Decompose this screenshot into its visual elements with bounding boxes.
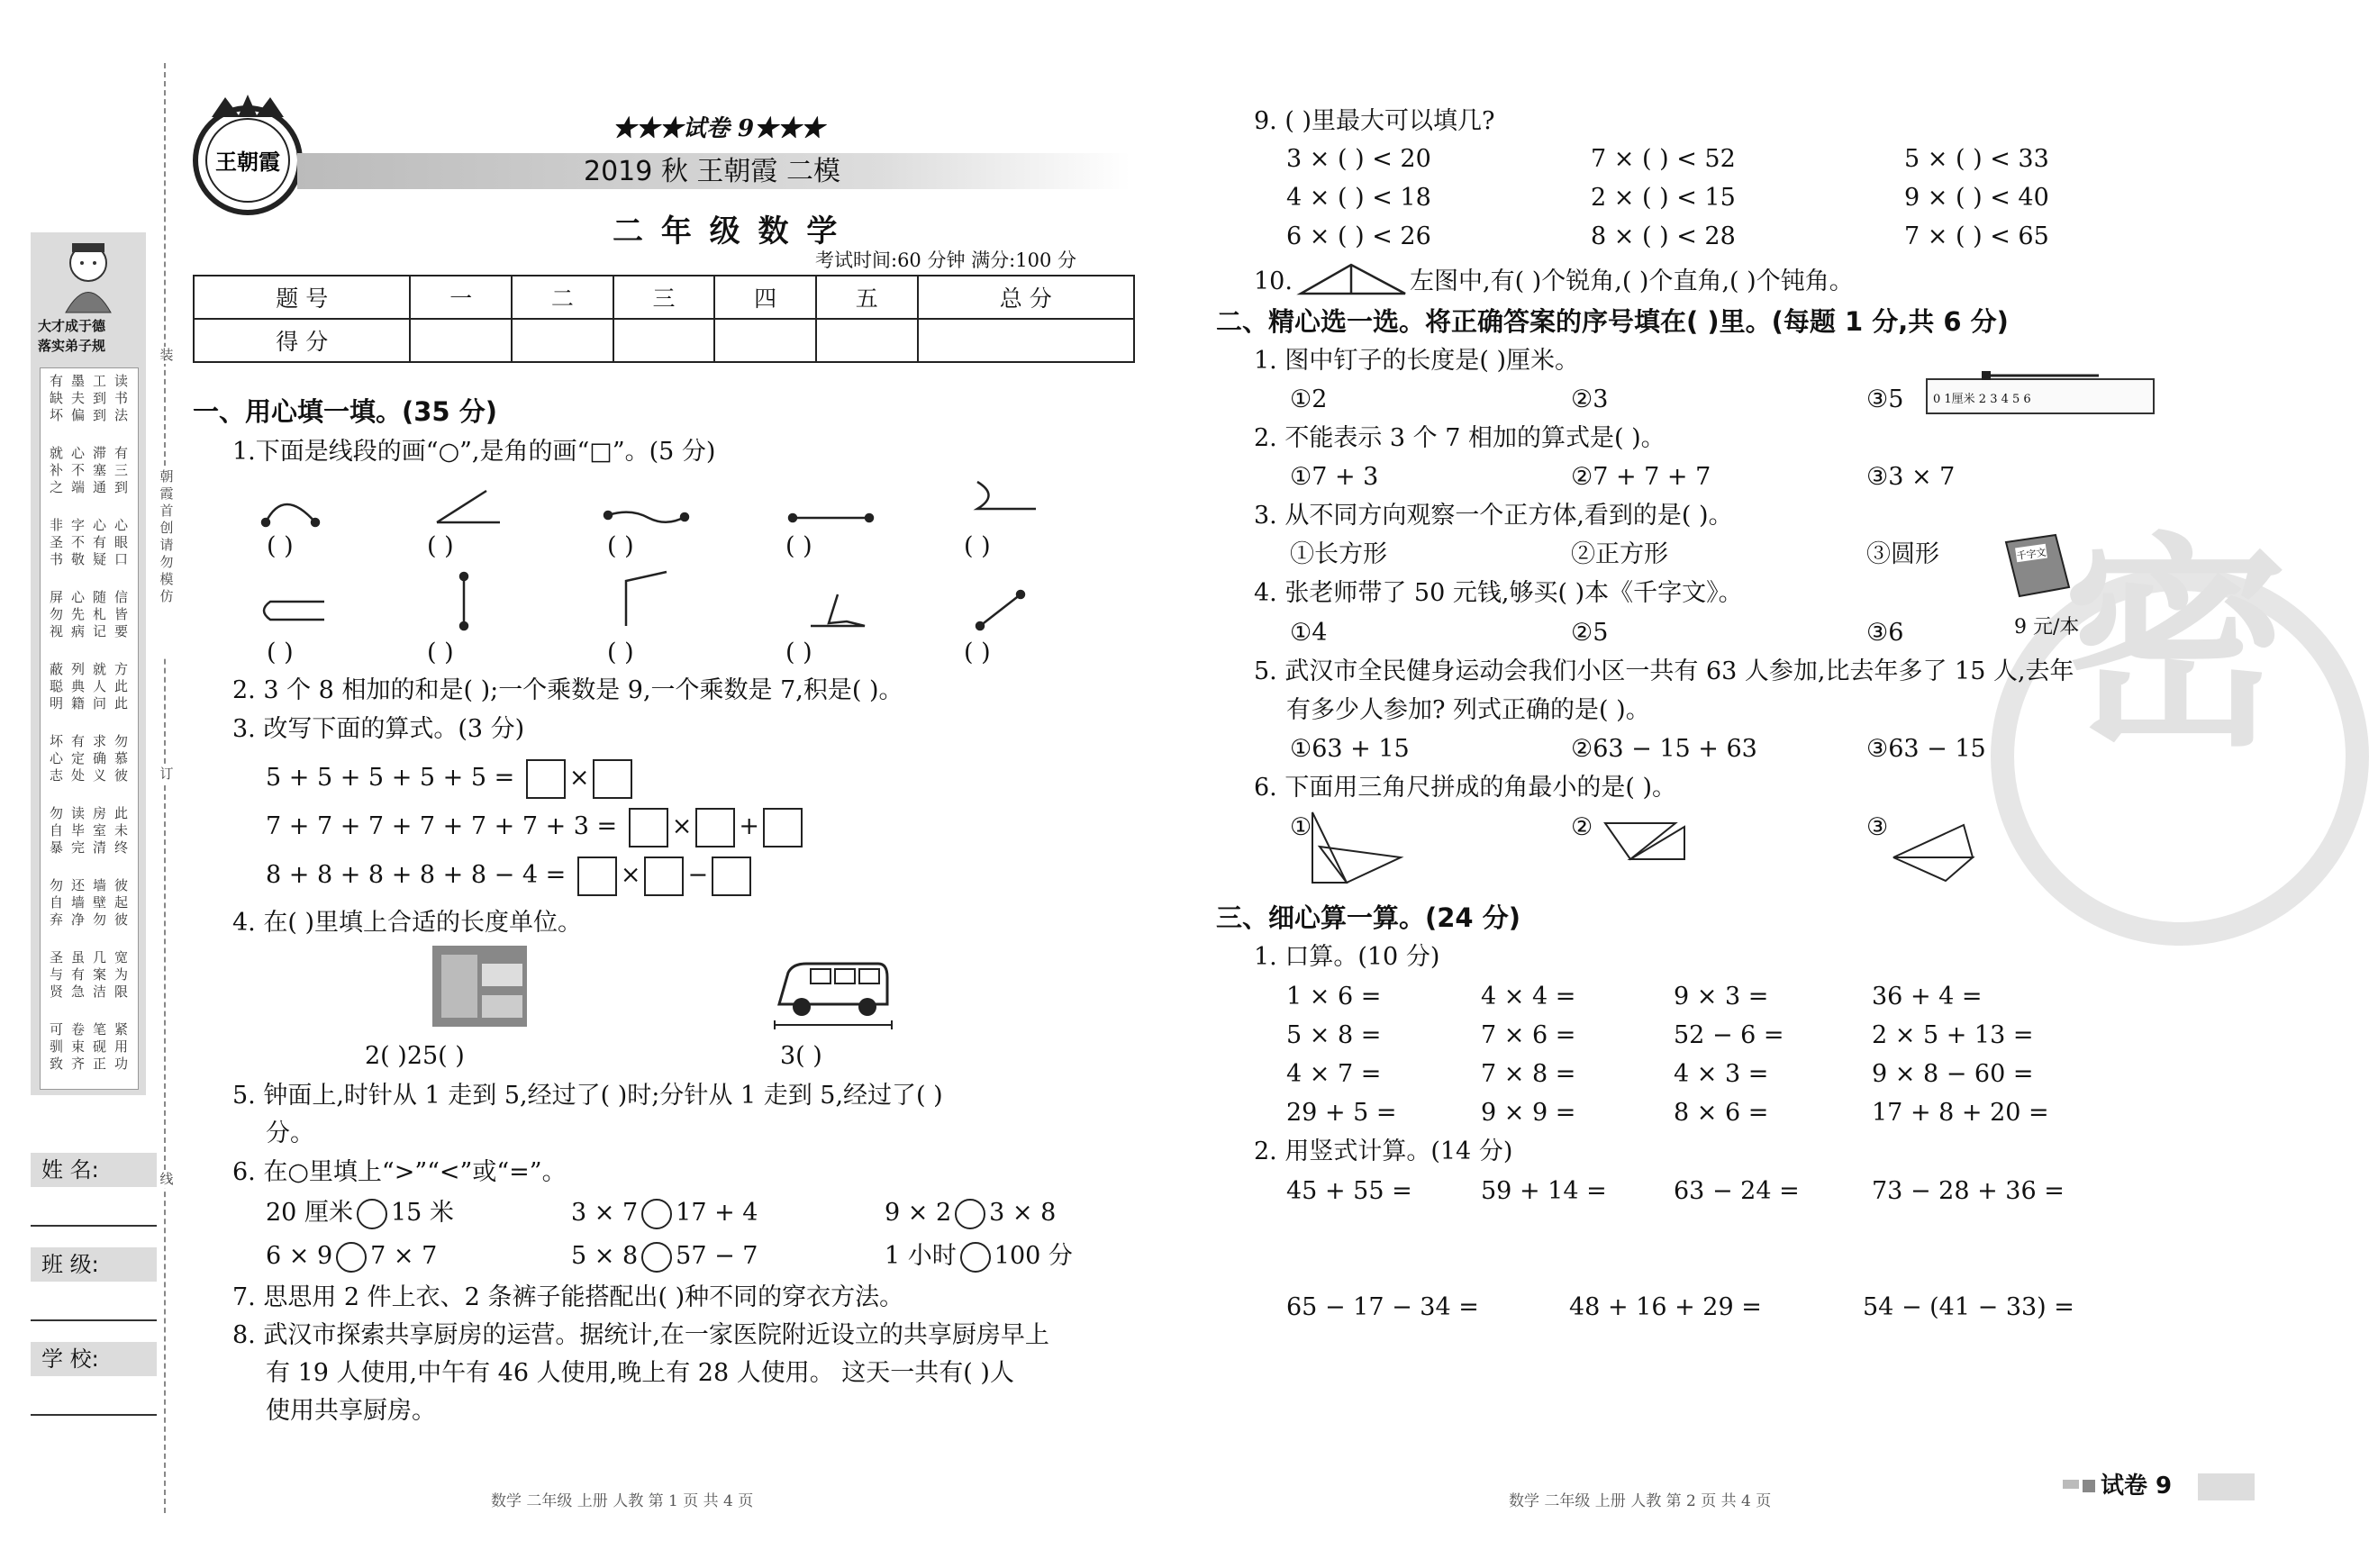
paren-blank[interactable]: ( ) bbox=[427, 639, 454, 666]
option[interactable]: ③3 × 7 bbox=[1866, 463, 1956, 491]
tag-xian: 线 bbox=[159, 1171, 174, 1187]
name-label: 姓 名: bbox=[31, 1153, 157, 1187]
motto-column: 就人问 bbox=[92, 661, 106, 711]
motto-column: 虽有急 bbox=[70, 949, 85, 1000]
paren-blank[interactable]: ( ) bbox=[785, 532, 812, 560]
option[interactable]: ①2 bbox=[1290, 385, 1328, 413]
score-cell[interactable] bbox=[918, 319, 1135, 362]
motto-column: 心有疑 bbox=[92, 517, 106, 567]
motto-column: 工到到 bbox=[92, 373, 106, 423]
motto-column: 非圣书 bbox=[49, 517, 63, 567]
paren-blank[interactable]: ( ) bbox=[267, 532, 294, 560]
vertical-item[interactable]: 48 + 16 + 29 = bbox=[1569, 1293, 1762, 1321]
compare-circle[interactable] bbox=[955, 1199, 985, 1229]
motto-column: 屏勿视 bbox=[49, 589, 63, 639]
paren-blank[interactable]: ( ) bbox=[427, 532, 454, 560]
ruler-labels: 0 1厘米 2 3 4 5 6 bbox=[1933, 393, 2031, 406]
s1-q8b: 有 19 人使用,中午有 46 人使用,晚上有 28 人使用。 这天一共有( )人 bbox=[266, 1359, 1014, 1387]
oral-item[interactable]: 9 × 3 = bbox=[1674, 983, 1769, 1011]
score-cell[interactable] bbox=[714, 319, 816, 362]
answer-box[interactable] bbox=[695, 808, 735, 847]
oral-item[interactable]: 9 × 9 = bbox=[1481, 1099, 1576, 1127]
figure-open-1 bbox=[977, 482, 1036, 509]
option[interactable]: ③6 bbox=[1866, 619, 1904, 647]
oral-item[interactable]: 2 × 5 + 13 = bbox=[1872, 1021, 2034, 1049]
q9-item[interactable]: 3 × ( ) < 20 bbox=[1286, 145, 1431, 173]
motto-column: 有三到 bbox=[113, 445, 128, 495]
section3-title: 三、细心算一算。(24 分) bbox=[1216, 902, 1520, 933]
q9-item[interactable]: 6 × ( ) < 26 bbox=[1286, 222, 1431, 250]
bunk-bed-photo bbox=[432, 946, 527, 1027]
motto-top-1: 大才成于德 bbox=[38, 318, 106, 334]
s2-q4: 4. 张老师带了 50 元钱,够买( )本《千字文》。 bbox=[1254, 579, 1743, 607]
class-line[interactable] bbox=[31, 1319, 157, 1321]
s1-q3: 3. 改写下面的算式。(3 分) bbox=[232, 715, 525, 743]
q10-label: 10. bbox=[1254, 267, 1293, 295]
paren-blank[interactable]: ( ) bbox=[964, 639, 991, 666]
score-cell[interactable] bbox=[512, 319, 613, 362]
s1-q8c: 使用共享厨房。 bbox=[266, 1397, 436, 1425]
vertical-item[interactable]: 63 − 24 = bbox=[1674, 1177, 1800, 1205]
score-cell[interactable] bbox=[410, 319, 512, 362]
oral-item[interactable]: 8 × 6 = bbox=[1674, 1099, 1769, 1127]
score-header-cell: 二 bbox=[512, 276, 613, 319]
motto-column: 方此此 bbox=[113, 661, 128, 711]
paren-blank[interactable]: ( ) bbox=[964, 532, 991, 560]
option[interactable]: ②63 − 15 + 63 bbox=[1571, 735, 1757, 763]
motto-column: 勿自弃 bbox=[49, 877, 63, 928]
option[interactable]: ③63 − 15 bbox=[1866, 735, 1986, 763]
triangle-figure bbox=[1297, 261, 1410, 299]
school-line[interactable] bbox=[31, 1414, 157, 1416]
ruler bbox=[1926, 378, 2155, 414]
option[interactable]: ①7 + 3 bbox=[1290, 463, 1379, 491]
vertical-item[interactable]: 59 + 14 = bbox=[1481, 1177, 1607, 1205]
expr: 7 + 7 + 7 + 7 + 7 + 7 + 3 = bbox=[266, 812, 618, 840]
triangle-set-2 bbox=[1603, 820, 1693, 865]
s3-q2: 2. 用竖式计算。(14 分) bbox=[1254, 1137, 1513, 1165]
score-value-row bbox=[194, 319, 1134, 362]
paren-blank[interactable]: ( ) bbox=[607, 532, 634, 560]
figure-open-2 bbox=[264, 602, 324, 620]
s1-q1: 1.下面是线段的画“○”,是角的画“□”。(5 分) bbox=[232, 438, 716, 466]
oral-item[interactable]: 4 × 4 = bbox=[1481, 983, 1576, 1011]
s2-q1: 1. 图中钉子的长度是( )厘米。 bbox=[1254, 347, 1579, 375]
motto-column: 彼起彼 bbox=[113, 877, 128, 928]
motto-column: 还墙净 bbox=[70, 877, 85, 928]
oral-item[interactable]: 36 + 4 = bbox=[1872, 983, 1983, 1011]
figure-angle-3 bbox=[811, 594, 865, 626]
s1-q5a: 5. 钟面上,时针从 1 走到 5,经过了( )时;分针从 1 走到 5,经过了( ) bbox=[232, 1082, 943, 1110]
score-row-label: 得 分 bbox=[194, 319, 410, 362]
s2-q2: 2. 不能表示 3 个 7 相加的算式是( )。 bbox=[1254, 424, 1666, 452]
motto-column: 此未终 bbox=[113, 805, 128, 856]
score-table bbox=[193, 275, 1135, 363]
compare-item: 1 小时 100 分 bbox=[885, 1241, 1073, 1273]
s1-q8a: 8. 武汉市探索共享厨房的运营。据统计,在一家医院附近设立的共享厨房早上 bbox=[232, 1321, 1049, 1349]
tag-bar bbox=[2083, 1480, 2095, 1492]
s1-q4b[interactable]: 3( ) bbox=[780, 1042, 822, 1070]
student-cartoon-icon bbox=[52, 236, 124, 317]
answer-box[interactable] bbox=[577, 857, 617, 896]
motto-column: 卷束齐 bbox=[70, 1021, 85, 1072]
motto-top-2: 落实弟子规 bbox=[38, 338, 106, 354]
s1-q3a-row bbox=[266, 758, 636, 799]
book-title: 千字文 bbox=[2015, 546, 2047, 563]
option[interactable]: ①63 + 15 bbox=[1290, 735, 1410, 763]
times-sign: × bbox=[568, 764, 590, 792]
minus-sign: − bbox=[687, 861, 709, 889]
option[interactable]: ②正方形 bbox=[1571, 540, 1668, 568]
school-label: 学 校: bbox=[31, 1342, 157, 1376]
score-header-cell: 五 bbox=[816, 276, 918, 319]
compare-item: 6 × 9 7 × 7 bbox=[266, 1241, 437, 1273]
motto-column: 心不端 bbox=[70, 445, 85, 495]
oral-item[interactable]: 7 × 6 = bbox=[1481, 1021, 1576, 1049]
book-price: 9 元/本 bbox=[2014, 616, 2080, 639]
figure-angle-2 bbox=[626, 572, 667, 626]
vertical-item[interactable]: 65 − 17 − 34 = bbox=[1286, 1293, 1479, 1321]
option[interactable]: ①4 bbox=[1290, 619, 1328, 647]
motto-column: 字不敬 bbox=[70, 517, 85, 567]
answer-box[interactable] bbox=[712, 857, 751, 896]
class-label: 班 级: bbox=[31, 1247, 157, 1282]
q9-item[interactable]: 8 × ( ) < 28 bbox=[1591, 222, 1736, 250]
binding-dash-line bbox=[164, 63, 166, 1513]
option[interactable]: ②5 bbox=[1571, 619, 1609, 647]
s1-q2: 2. 3 个 8 相加的和是( );一个乘数是 9,一个乘数是 7,积是( )。 bbox=[232, 676, 903, 704]
option[interactable]: ②7 + 7 + 7 bbox=[1571, 463, 1711, 491]
paren-blank[interactable]: ( ) bbox=[267, 639, 294, 666]
score-header-cell: 总 分 bbox=[918, 276, 1135, 319]
answer-box[interactable] bbox=[629, 808, 668, 847]
score-header-row bbox=[194, 276, 1134, 319]
triangle-set-1 bbox=[1311, 811, 1405, 887]
brand-logo bbox=[185, 90, 311, 225]
oral-item[interactable]: 1 × 6 = bbox=[1286, 983, 1382, 1011]
s1-q3b-row bbox=[266, 807, 806, 847]
option[interactable]: ①长方形 bbox=[1290, 540, 1387, 568]
option[interactable]: ③ bbox=[1866, 813, 1889, 841]
s3-q1: 1. 口算。(10 分) bbox=[1254, 943, 1440, 971]
answer-box[interactable] bbox=[644, 857, 684, 896]
tag-notice: 朝霞首创 请勿模仿 bbox=[159, 468, 175, 657]
s2-q5a: 5. 武汉市全民健身运动会我们小区一共有 63 人参加,比去年多了 15 人,去年 bbox=[1254, 657, 2074, 685]
s1-q4: 4. 在( )里填上合适的长度单位。 bbox=[232, 909, 582, 937]
motto-column: 勿慕彼 bbox=[113, 733, 128, 784]
vertical-item[interactable]: 54 − (41 − 33) = bbox=[1863, 1293, 2074, 1321]
s1-q4a[interactable]: 2( )25( ) bbox=[365, 1042, 465, 1070]
vertical-item[interactable]: 73 − 28 + 36 = bbox=[1872, 1177, 2065, 1205]
s1-q3c-row bbox=[266, 856, 755, 896]
exam-time-info: 考试时间:60 分钟 满分:100 分 bbox=[815, 249, 1076, 271]
motto-column: 几案洁 bbox=[92, 949, 106, 1000]
tag-band bbox=[2198, 1473, 2255, 1500]
figure-angle-1 bbox=[437, 491, 500, 522]
paren-blank[interactable]: ( ) bbox=[785, 639, 812, 666]
q9-item[interactable]: 5 × ( ) < 33 bbox=[1904, 145, 2049, 173]
oral-item[interactable]: 9 × 8 − 60 = bbox=[1872, 1060, 2034, 1088]
q1-figures bbox=[252, 477, 1063, 639]
motto-column: 读毕完 bbox=[70, 805, 85, 856]
footer-left: 数学 二年级 上册 人教 第 1 页 共 4 页 bbox=[491, 1492, 754, 1510]
answer-box[interactable] bbox=[763, 808, 803, 847]
option[interactable]: ① bbox=[1290, 813, 1312, 841]
oral-item[interactable]: 4 × 7 = bbox=[1286, 1060, 1382, 1088]
s2-q6: 6. 下面用三角尺拼成的角最小的是( )。 bbox=[1254, 774, 1676, 802]
times-sign: × bbox=[671, 812, 693, 840]
q9-item[interactable]: 4 × ( ) < 18 bbox=[1286, 184, 1431, 212]
book-icon bbox=[2001, 533, 2074, 614]
figure-curve bbox=[608, 512, 685, 522]
plus-sign: + bbox=[739, 812, 760, 840]
s1-q5b: 分。 bbox=[266, 1119, 314, 1147]
motto-column: 可驯致 bbox=[49, 1021, 63, 1072]
compare-circle[interactable] bbox=[641, 1199, 672, 1229]
compare-circle[interactable] bbox=[357, 1199, 387, 1229]
motto-column: 信皆要 bbox=[113, 589, 128, 639]
score-header-cell: 题 号 bbox=[194, 276, 410, 319]
compare-circle[interactable] bbox=[336, 1242, 367, 1273]
oral-item[interactable]: 52 − 6 = bbox=[1674, 1021, 1784, 1049]
vertical-item[interactable]: 45 + 55 = bbox=[1286, 1177, 1412, 1205]
oral-item[interactable]: 17 + 8 + 20 = bbox=[1872, 1099, 2049, 1127]
tag-bar bbox=[2063, 1480, 2079, 1489]
option[interactable]: ② bbox=[1571, 813, 1593, 841]
watermark-char: 密 bbox=[2063, 514, 2288, 776]
option[interactable]: ③5 bbox=[1866, 385, 1904, 413]
van-icon bbox=[770, 955, 896, 1031]
motto-column: 笔砚正 bbox=[92, 1021, 106, 1072]
s1-q6: 6. 在○里填上“>”“<”或“=”。 bbox=[232, 1158, 567, 1186]
s2-q5b: 有多少人参加? 列式正确的是( )。 bbox=[1286, 696, 1650, 724]
q9-item[interactable]: 7 × ( ) < 65 bbox=[1904, 222, 2049, 250]
figure-segment-d bbox=[980, 594, 1021, 626]
exam-title: 2019 秋 王朝霞 二模 bbox=[584, 156, 840, 187]
motto-column: 列典籍 bbox=[70, 661, 85, 711]
motto-column: 心先病 bbox=[70, 589, 85, 639]
q9-item[interactable]: 2 × ( ) < 15 bbox=[1591, 184, 1736, 212]
motto-column: 紧用功 bbox=[113, 1021, 128, 1072]
paren-blank[interactable]: ( ) bbox=[607, 639, 634, 666]
score-header-cell: 一 bbox=[410, 276, 512, 319]
oral-item[interactable]: 4 × 3 = bbox=[1674, 1060, 1769, 1088]
q9: 9. ( )里最大可以填几? bbox=[1254, 107, 1495, 135]
q10-text: 左图中,有( )个锐角,( )个直角,( )个钝角。 bbox=[1410, 267, 1854, 295]
motto-column: 勿自暴 bbox=[49, 805, 63, 856]
score-header-cell: 三 bbox=[613, 276, 715, 319]
compare-item: 20 厘米 15 米 bbox=[266, 1198, 454, 1229]
section1-title: 一、用心填一填。(35 分) bbox=[193, 396, 497, 427]
motto-column: 随札记 bbox=[92, 589, 106, 639]
motto-column: 心眼口 bbox=[113, 517, 128, 567]
expr: 8 + 8 + 8 + 8 + 8 − 4 = bbox=[266, 861, 567, 889]
name-line[interactable] bbox=[31, 1225, 157, 1227]
s1-q7: 7. 思思用 2 件上衣、2 条裤子能搭配出( )种不同的穿衣方法。 bbox=[232, 1283, 904, 1311]
oral-item[interactable]: 29 + 5 = bbox=[1286, 1099, 1397, 1127]
oral-item[interactable]: 7 × 8 = bbox=[1481, 1060, 1576, 1088]
brand-logo-text: 王朝霞 bbox=[215, 149, 280, 175]
subject-title: 二 年 级 数 学 bbox=[613, 213, 841, 249]
motto-column: 有定处 bbox=[70, 733, 85, 784]
tag-ding: 订 bbox=[159, 766, 174, 782]
motto-column: 宽为限 bbox=[113, 949, 128, 1000]
q9-item[interactable]: 7 × ( ) < 52 bbox=[1591, 145, 1736, 173]
compare-circle[interactable] bbox=[960, 1242, 991, 1273]
q9-item[interactable]: 9 × ( ) < 40 bbox=[1904, 184, 2049, 212]
compare-item: 3 × 7 17 + 4 bbox=[571, 1198, 758, 1229]
expr: 5 + 5 + 5 + 5 + 5 = bbox=[266, 764, 515, 792]
figure-arc bbox=[266, 504, 315, 522]
motto-column: 求确义 bbox=[92, 733, 106, 784]
motto-column: 就补之 bbox=[49, 445, 63, 495]
answer-box[interactable] bbox=[526, 759, 566, 799]
compare-item: 9 × 2 3 × 8 bbox=[885, 1198, 1056, 1229]
footer-right: 数学 二年级 上册 人教 第 2 页 共 4 页 bbox=[1509, 1492, 1772, 1510]
section2-title: 二、精心选一选。将正确答案的序号填在( )里。(每题 1 分,共 6 分) bbox=[1216, 306, 2009, 337]
motto-column: 房室清 bbox=[92, 805, 106, 856]
paper-number-title: ★★★试卷 9★★★ bbox=[613, 115, 825, 142]
nail-icon bbox=[1982, 369, 2108, 382]
option[interactable]: ③圆形 bbox=[1866, 540, 1939, 568]
motto-column: 坏心志 bbox=[49, 733, 63, 784]
motto-column: 滞塞通 bbox=[92, 445, 106, 495]
score-header-cell: 四 bbox=[714, 276, 816, 319]
triangle-set-3 bbox=[1892, 821, 1982, 884]
score-cell[interactable] bbox=[816, 319, 918, 362]
motto-column: 墙壁勿 bbox=[92, 877, 106, 928]
option[interactable]: ②3 bbox=[1571, 385, 1609, 413]
answer-box[interactable] bbox=[593, 759, 632, 799]
score-cell[interactable] bbox=[613, 319, 715, 362]
oral-item[interactable]: 5 × 8 = bbox=[1286, 1021, 1382, 1049]
motto-column: 墨夫偏 bbox=[70, 373, 85, 423]
motto-column: 读书法 bbox=[113, 373, 128, 423]
motto-column: 有缺坏 bbox=[49, 373, 63, 423]
motto-column: 蔽聪明 bbox=[49, 661, 63, 711]
times-sign: × bbox=[620, 861, 641, 889]
compare-circle[interactable] bbox=[641, 1242, 672, 1273]
s2-q3: 3. 从不同方向观察一个正方体,看到的是( )。 bbox=[1254, 502, 1733, 530]
compare-item: 5 × 8 57 − 7 bbox=[571, 1241, 758, 1273]
tag-zhuang: 装 bbox=[159, 347, 174, 363]
paper-tag: 试卷 9 bbox=[2101, 1473, 2173, 1500]
motto-column: 圣与贤 bbox=[49, 949, 63, 1000]
